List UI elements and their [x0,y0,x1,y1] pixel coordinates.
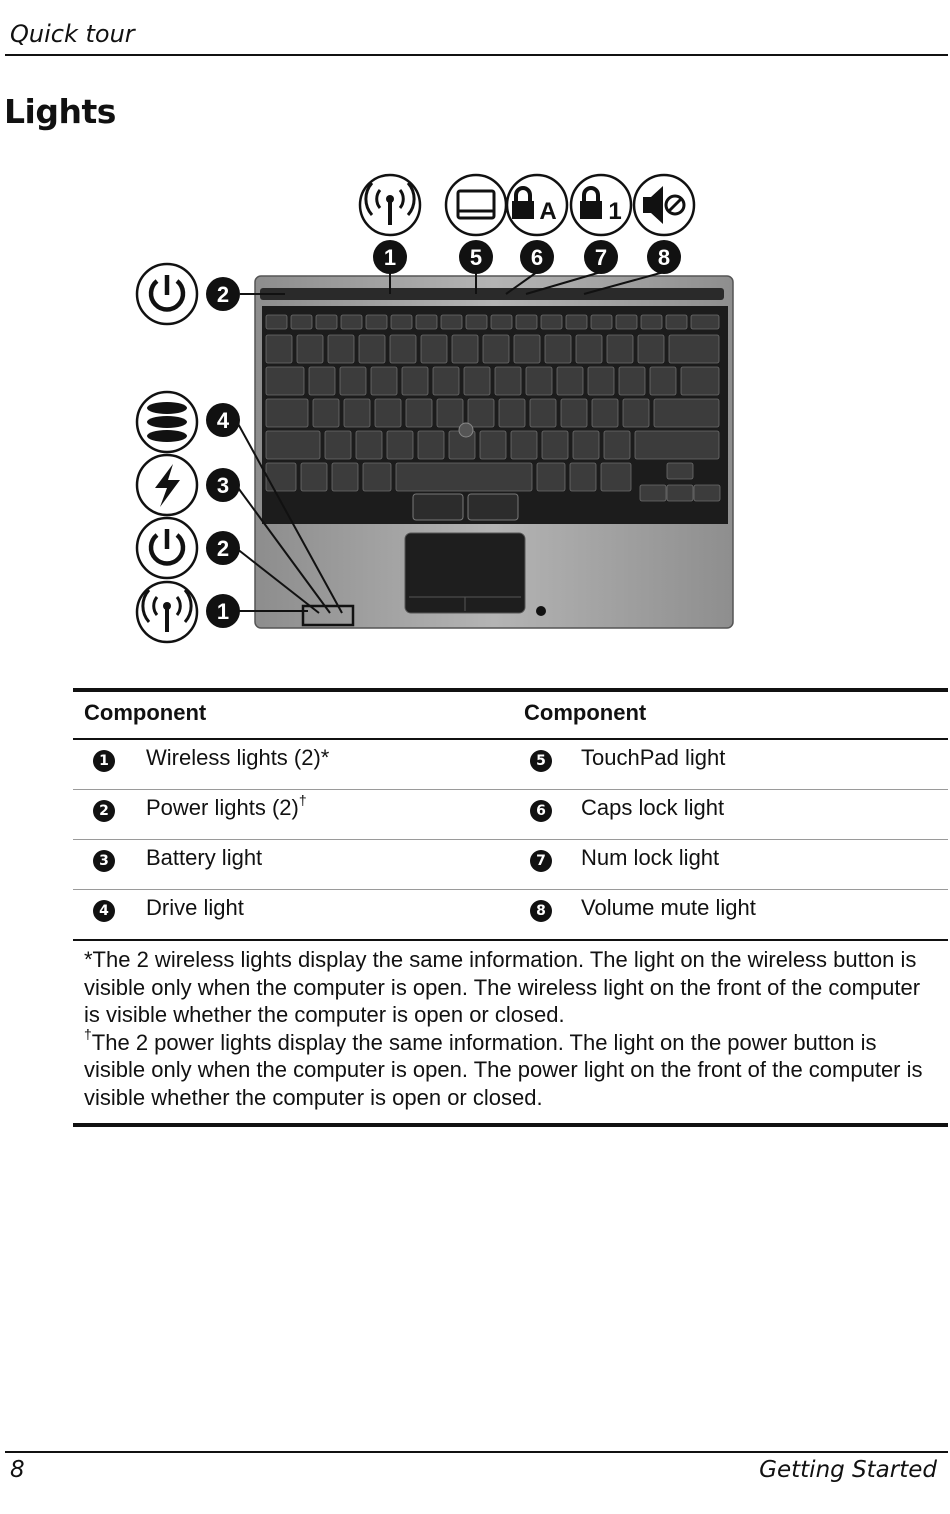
svg-text:2: 2 [216,282,230,307]
table-header [73,692,948,738]
caps-lock-icon [507,175,567,235]
svg-text:6: 6 [530,245,544,270]
callout-5 [459,240,493,274]
row-number-badge: 1 [93,750,115,772]
callout-2 [206,277,240,311]
svg-text:2: 2 [216,536,230,561]
footer-title: Getting Started [759,1457,937,1483]
page-number: 8 [10,1457,25,1483]
battery-icon [137,455,197,515]
row-number-badge: 7 [530,850,552,872]
component-label: Volume mute light [581,895,756,920]
table-row [73,740,948,789]
svg-text:3: 3 [216,473,230,498]
dagger-mark: † [298,791,307,808]
power-icon [137,264,197,324]
callout-4 [206,403,240,437]
row-number-badge: 4 [93,900,115,922]
row-number-badge: 8 [530,900,552,922]
column-header: Component [524,700,647,725]
svg-text:1: 1 [608,198,622,225]
svg-text:8: 8 [657,245,671,270]
header-rule [5,54,948,56]
component-label: Caps lock light [581,795,725,820]
component-label: Num lock light [581,845,720,870]
table-row [73,890,948,939]
volume-mute-icon [634,175,694,235]
svg-text:7: 7 [594,245,608,270]
callout-8 [647,240,681,274]
svg-text:1: 1 [216,599,230,624]
component-label: TouchPad light [581,745,726,770]
wireless-note: *The 2 wireless lights display the same information. The light on the wireless button is visible only when the computer is open. The wireless light on the front of the computer is visible whether the computer is open or closed. [84,947,921,1027]
callout-2 [206,531,240,565]
laptop-lights-figure [132,168,738,648]
row-number-badge: 2 [93,800,115,822]
wireless-icon [137,582,197,642]
wireless-icon [360,175,420,235]
component-label: Wireless lights (2)* [146,745,330,770]
dagger-mark: † [84,1026,92,1043]
callout-6 [520,240,554,274]
svg-text:A: A [539,198,557,225]
table-notes [73,941,948,1123]
callout-7 [584,240,618,274]
svg-text:5: 5 [469,245,483,270]
column-header: Component [84,700,207,725]
power-icon [137,518,197,578]
power-note-text: The 2 power lights display the same information. The light on the power button is visible only when the computer is open. The power light on the front of the computer is visible whether the computer is open or closed. [84,1029,923,1110]
lights-table [73,688,948,1127]
component-label-with-mark [146,791,307,821]
callout-1 [206,594,240,628]
laptop-illustration [132,168,738,648]
svg-text:1: 1 [383,245,397,270]
touchpad-icon [446,175,506,235]
drive-icon [137,392,197,452]
num-lock-icon [571,175,631,235]
table-row [73,790,948,839]
callout-1 [373,240,407,274]
component-label: Power lights (2) [146,795,299,820]
power-note [84,1026,936,1112]
laptop-body [255,276,733,628]
page-title: Lights [4,92,116,131]
svg-text:4: 4 [216,408,230,433]
footer-rule [5,1451,948,1453]
running-head: Quick tour [10,20,135,48]
table-row [73,840,948,889]
callout-3 [206,468,240,502]
row-number-badge: 5 [530,750,552,772]
component-label: Drive light [146,895,244,920]
row-number-badge: 3 [93,850,115,872]
row-number-badge: 6 [530,800,552,822]
component-label: Battery light [146,845,263,870]
